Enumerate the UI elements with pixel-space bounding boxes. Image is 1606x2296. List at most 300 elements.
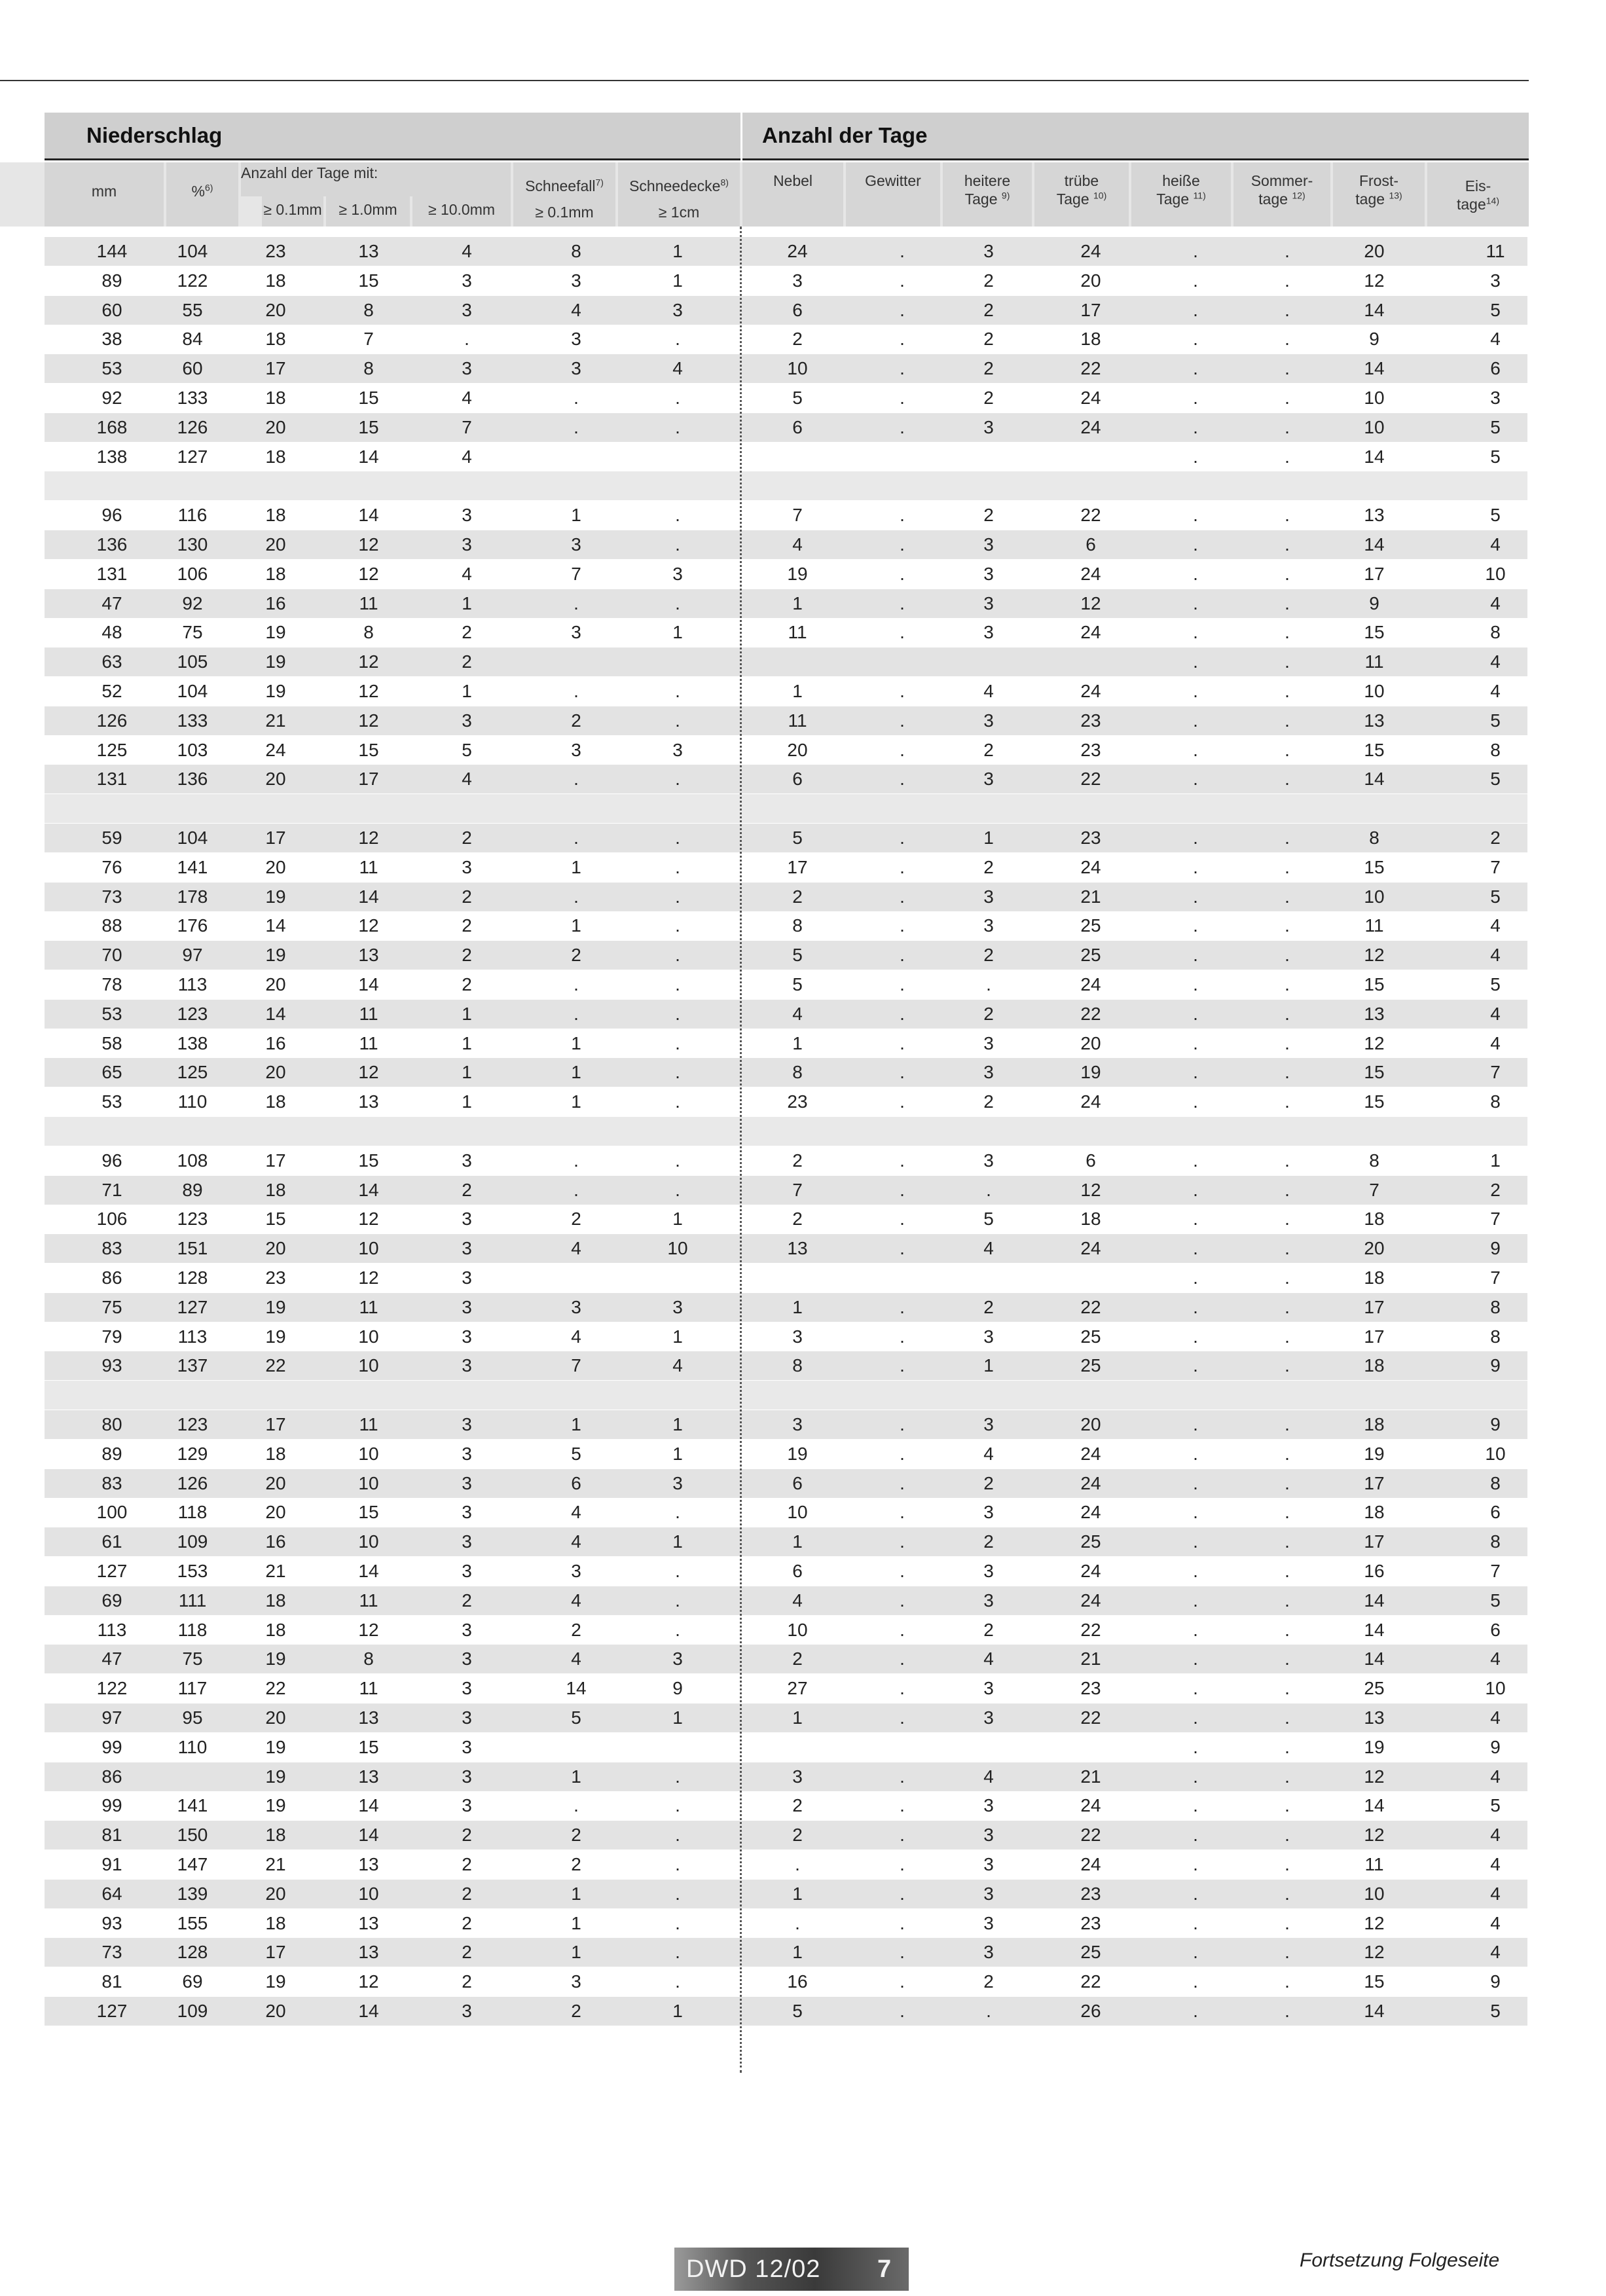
table-cell: . — [1285, 1736, 1290, 1757]
table-cell: 6 — [792, 299, 803, 320]
table-cell: 70 — [101, 945, 122, 966]
col-header-schneedecke — [618, 162, 740, 227]
col-header-ge10-label: ≥ 1.0mm — [338, 201, 397, 218]
table-cell: 3 — [462, 505, 472, 526]
table-cell: 8 — [792, 1355, 803, 1376]
table-cell: 139 — [177, 1883, 208, 1904]
table-cell: 25 — [1080, 945, 1101, 966]
table-cell: . — [675, 1971, 680, 1992]
table-cell: 3 — [792, 1326, 803, 1347]
table-cell: 1 — [571, 1091, 581, 1112]
table-cell: 14 — [358, 505, 379, 526]
table-cell: . — [1193, 651, 1198, 672]
table-cell: 9 — [1490, 1414, 1501, 1434]
table-cell: . — [1285, 769, 1290, 790]
table-cell — [758, 443, 837, 471]
table-cell: 10 — [787, 1502, 808, 1523]
table-cell: 6 — [571, 1472, 581, 1493]
table-cell: 4 — [1490, 1825, 1501, 1846]
top-rule — [0, 80, 1529, 81]
table-cell: 15 — [358, 1150, 379, 1171]
footer-page-number: 7 — [877, 2255, 892, 2283]
table-cell: 5 — [1490, 1590, 1501, 1611]
table-row — [45, 883, 1527, 911]
table-cell: 15 — [1364, 1971, 1385, 1992]
table-cell: 1 — [462, 1003, 472, 1024]
table-cell: 5 — [462, 739, 472, 760]
table-cell: . — [900, 1091, 905, 1112]
table-cell: 1 — [792, 1032, 803, 1053]
table-cell: . — [900, 1883, 905, 1904]
table-cell: . — [1285, 651, 1290, 672]
table-cell: . — [675, 1062, 680, 1083]
table-cell: 3 — [462, 1355, 472, 1376]
table-cell: 5 — [571, 1707, 581, 1728]
table-cell: 12 — [358, 534, 379, 555]
col-header-eis-line2: tage — [1457, 196, 1486, 213]
table-cell: 23 — [1080, 1912, 1101, 1933]
section-anzahl-tage-title: Anzahl der Tage — [762, 123, 928, 147]
table-cell: . — [1285, 1649, 1290, 1669]
table-cell: 3 — [983, 563, 994, 584]
table-cell: 20 — [265, 1472, 286, 1493]
table-cell: 88 — [101, 915, 122, 936]
table-row — [45, 1557, 1527, 1586]
table-cell: . — [1285, 1531, 1290, 1552]
table-cell: . — [1193, 1032, 1198, 1053]
table-row — [45, 1733, 1527, 1762]
table-cell: 3 — [983, 1912, 994, 1933]
table-cell: 3 — [462, 358, 472, 379]
table-cell: 14 — [1364, 1590, 1385, 1611]
table-cell — [949, 647, 1028, 676]
table-cell: 20 — [265, 416, 286, 437]
table-cell: 4 — [983, 1766, 994, 1787]
table-cell: 5 — [792, 828, 803, 848]
table-cell: 2 — [983, 1472, 994, 1493]
table-cell: 19 — [787, 1443, 808, 1464]
table-cell: 3 — [462, 1414, 472, 1434]
col-header-heitere-tage — [943, 162, 1032, 227]
table-cell: 3 — [462, 1561, 472, 1581]
table-cell: 11 — [359, 1590, 378, 1611]
table-cell: 2 — [792, 886, 803, 907]
table-row — [45, 1440, 1527, 1468]
table-cell: . — [1285, 1707, 1290, 1728]
table-cell: 13 — [358, 1091, 379, 1112]
table-cell: 4 — [1490, 915, 1501, 936]
table-row — [45, 1234, 1527, 1263]
table-cell: 19 — [265, 1649, 286, 1669]
table-cell: 19 — [265, 681, 286, 701]
table-cell: 3 — [462, 1296, 472, 1317]
table-cell: 20 — [1080, 1032, 1101, 1053]
table-cell: 17 — [265, 358, 286, 379]
table-cell: . — [574, 1179, 579, 1200]
table-cell: 2 — [571, 1209, 581, 1230]
table-cell: 84 — [182, 329, 203, 350]
col-header-ge10 — [326, 194, 410, 227]
table-cell: 1 — [462, 1062, 472, 1083]
table-cell: . — [1193, 1942, 1198, 1963]
table-cell: 176 — [177, 915, 208, 936]
table-cell: 2 — [983, 1619, 994, 1640]
table-cell: 3 — [983, 241, 994, 261]
table-cell: 2 — [462, 1942, 472, 1963]
table-cell: 2 — [983, 1971, 994, 1992]
table-cell: 18 — [265, 505, 286, 526]
table-cell: 47 — [101, 1649, 122, 1669]
table-cell: . — [900, 856, 905, 877]
table-row — [45, 1176, 1527, 1205]
table-cell: 3 — [672, 1649, 683, 1669]
table-cell: 1 — [462, 1091, 472, 1112]
table-row — [45, 1586, 1527, 1615]
table-cell: . — [900, 915, 905, 936]
table-cell: 2 — [983, 856, 994, 877]
table-cell — [758, 647, 837, 676]
table-cell: . — [900, 1209, 905, 1230]
table-cell — [863, 443, 941, 471]
table-cell: 4 — [1490, 1032, 1501, 1053]
table-cell: 12 — [358, 651, 379, 672]
table-cell: . — [1285, 828, 1290, 848]
table-cell: 8 — [1490, 739, 1501, 760]
table-cell: . — [1285, 1414, 1290, 1434]
table-cell: 2 — [1490, 1179, 1501, 1200]
table-cell: 48 — [101, 622, 122, 643]
table-cell: . — [1193, 1267, 1198, 1288]
table-cell: 3 — [983, 710, 994, 731]
table-cell: 3 — [983, 1678, 994, 1699]
table-cell: 5 — [1490, 710, 1501, 731]
table-cell: . — [574, 1150, 579, 1171]
table-cell: 12 — [358, 1971, 379, 1992]
table-cell: 4 — [1490, 329, 1501, 350]
col-header-schneefall-note: 7) — [595, 177, 604, 188]
table-cell: 1 — [571, 1912, 581, 1933]
table-cell: 7 — [363, 329, 374, 350]
table-row — [45, 560, 1527, 589]
table-row — [45, 1762, 1527, 1791]
table-cell: 18 — [265, 329, 286, 350]
table-cell: 14 — [358, 1825, 379, 1846]
table-cell: . — [1285, 856, 1290, 877]
table-cell: . — [675, 1854, 680, 1874]
table-cell: 2 — [462, 1912, 472, 1933]
table-cell: 58 — [101, 1032, 122, 1053]
table-cell: . — [986, 974, 991, 994]
table-cell: 4 — [571, 1502, 581, 1523]
table-cell: 15 — [358, 388, 379, 408]
table-cell: 22 — [1080, 769, 1101, 790]
table-cell: 63 — [101, 651, 122, 672]
table-cell: . — [574, 828, 579, 848]
table-cell: 27 — [787, 1678, 808, 1699]
table-row — [45, 1909, 1527, 1938]
table-cell: 14 — [358, 886, 379, 907]
table-cell: 18 — [265, 446, 286, 467]
table-cell: . — [1193, 505, 1198, 526]
col-header-schneefall-label: Schneefall — [525, 177, 596, 194]
table-cell: 2 — [571, 2001, 581, 2021]
table-cell: 15 — [1364, 1062, 1385, 1083]
table-cell: 19 — [265, 886, 286, 907]
table-cell: 18 — [265, 1912, 286, 1933]
table-cell: . — [1285, 1502, 1290, 1523]
section-niederschlag — [45, 113, 740, 158]
section-niederschlag-title: Niederschlag — [86, 123, 223, 147]
table-cell: 108 — [177, 1150, 208, 1171]
table-cell: . — [1193, 1678, 1198, 1699]
table-cell: 3 — [462, 1795, 472, 1816]
table-cell: 20 — [265, 1883, 286, 1904]
table-cell: 16 — [1364, 1561, 1385, 1581]
table-cell: . — [574, 1795, 579, 1816]
table-cell: 96 — [101, 505, 122, 526]
table-cell: . — [1193, 1238, 1198, 1259]
table-cell: 3 — [983, 1326, 994, 1347]
table-cell: . — [1193, 1209, 1198, 1230]
table-cell: 5 — [1490, 416, 1501, 437]
table-cell: . — [900, 769, 905, 790]
table-cell: 2 — [462, 1971, 472, 1992]
table-cell: . — [1285, 886, 1290, 907]
table-cell: . — [1285, 446, 1290, 467]
col-header-truebe-line2: Tage — [1056, 191, 1089, 208]
table-cell: 11 — [788, 622, 807, 643]
table-cell: 138 — [96, 446, 128, 467]
table-cell: 8 — [1490, 1472, 1501, 1493]
table-cell: . — [675, 1942, 680, 1963]
table-cell: 3 — [983, 1032, 994, 1053]
table-cell: 53 — [101, 358, 122, 379]
table-cell: 15 — [1364, 1091, 1385, 1112]
table-cell: 14 — [1364, 1619, 1385, 1640]
table-cell: 4 — [462, 563, 472, 584]
table-cell: . — [900, 1678, 905, 1699]
table-cell: 2 — [792, 329, 803, 350]
table-cell: . — [1285, 416, 1290, 437]
table-cell: 1 — [462, 1032, 472, 1053]
table-cell: 7 — [571, 1355, 581, 1376]
table-spacer-row — [45, 794, 1527, 823]
table-cell: 3 — [672, 1296, 683, 1317]
table-cell — [1051, 1264, 1130, 1292]
table-cell: 1 — [571, 1942, 581, 1963]
table-cell: . — [1285, 739, 1290, 760]
table-cell: . — [1285, 358, 1290, 379]
table-cell: 9 — [1369, 592, 1379, 613]
section-divider-dotted — [740, 227, 742, 2073]
table-cell: 3 — [462, 299, 472, 320]
table-cell: 6 — [792, 769, 803, 790]
table-cell: 3 — [983, 1942, 994, 1963]
table-cell: . — [900, 1179, 905, 1200]
table-cell: 3 — [983, 915, 994, 936]
table-cell: . — [1193, 299, 1198, 320]
table-cell: 12 — [1364, 1766, 1385, 1787]
table-cell: 17 — [265, 1414, 286, 1434]
table-cell: 92 — [101, 388, 122, 408]
table-cell: 1 — [571, 1062, 581, 1083]
table-cell: . — [1285, 622, 1290, 643]
table-cell: . — [1193, 1443, 1198, 1464]
table-cell: . — [675, 329, 680, 350]
table-cell: 2 — [1490, 828, 1501, 848]
table-cell: 106 — [177, 563, 208, 584]
table-row — [45, 1997, 1527, 2026]
table-cell: 3 — [462, 1531, 472, 1552]
col-header-heisse-tage — [1131, 162, 1231, 227]
table-cell: . — [1285, 1825, 1290, 1846]
table-cell: 6 — [792, 416, 803, 437]
table-cell: . — [900, 1707, 905, 1728]
table-cell: 11 — [359, 592, 378, 613]
table-cell: . — [900, 1414, 905, 1434]
col-header-pct — [166, 162, 238, 227]
table-cell: 97 — [182, 945, 203, 966]
table-cell: 3 — [983, 622, 994, 643]
table-cell: 14 — [1364, 358, 1385, 379]
table-cell: 5 — [1490, 886, 1501, 907]
table-cell: 1 — [462, 681, 472, 701]
table-cell: 7 — [1490, 1267, 1501, 1288]
table-row — [45, 647, 1527, 676]
table-cell: . — [675, 388, 680, 408]
table-cell: 4 — [571, 1590, 581, 1611]
table-cell: . — [675, 1825, 680, 1846]
table-cell: 116 — [177, 505, 208, 526]
table-cell: . — [1193, 388, 1198, 408]
table-cell: . — [1193, 1883, 1198, 1904]
table-cell: 4 — [672, 1355, 683, 1376]
table-cell: . — [1193, 1531, 1198, 1552]
table-cell: . — [1285, 1179, 1290, 1200]
table-cell: . — [1193, 1619, 1198, 1640]
table-row — [45, 1645, 1527, 1673]
table-cell: 17 — [358, 769, 379, 790]
table-cell: 21 — [1080, 886, 1101, 907]
table-cell: . — [1285, 1678, 1290, 1699]
table-cell: 2 — [462, 1590, 472, 1611]
table-cell: 20 — [1364, 1238, 1385, 1259]
table-cell: 5 — [792, 945, 803, 966]
table-cell: . — [795, 1912, 800, 1933]
table-cell: 8 — [571, 241, 581, 261]
table-cell: 2 — [571, 710, 581, 731]
table-cell: 104 — [177, 241, 208, 261]
table-cell: 73 — [101, 1942, 122, 1963]
table-cell: 53 — [101, 1091, 122, 1112]
table-cell: 11 — [359, 856, 378, 877]
table-cell: 89 — [101, 1443, 122, 1464]
table-cell: 92 — [182, 592, 203, 613]
table-cell: 14 — [358, 2001, 379, 2021]
table-cell: 14 — [265, 1003, 286, 1024]
table-cell: 61 — [101, 1531, 122, 1552]
table-cell: 6 — [792, 1472, 803, 1493]
table-cell — [1051, 1733, 1130, 1762]
table-cell — [638, 647, 717, 676]
table-cell: 141 — [177, 856, 208, 877]
table-cell: 24 — [787, 241, 808, 261]
table-cell: . — [900, 1649, 905, 1669]
table-row — [45, 1410, 1527, 1439]
table-cell: . — [1193, 945, 1198, 966]
table-cell: 5 — [792, 388, 803, 408]
table-cell: 127 — [96, 1561, 128, 1581]
table-cell: 13 — [1364, 1003, 1385, 1024]
table-cell: . — [1193, 1649, 1198, 1669]
table-cell: 8 — [1369, 1150, 1379, 1171]
table-cell: . — [1193, 915, 1198, 936]
table-cell: 3 — [462, 856, 472, 877]
table-cell: . — [1193, 1091, 1198, 1112]
table-cell: 1 — [672, 1531, 683, 1552]
table-cell: 10 — [1364, 1883, 1385, 1904]
table-cell: 2 — [983, 329, 994, 350]
table-cell: 21 — [265, 1561, 286, 1581]
table-cell: 3 — [462, 710, 472, 731]
table-cell: 153 — [177, 1561, 208, 1581]
table-cell: 109 — [177, 2001, 208, 2021]
table-cell: . — [1193, 1707, 1198, 1728]
table-cell: 22 — [1080, 1707, 1101, 1728]
table-cell: . — [1285, 1296, 1290, 1317]
table-cell: 1 — [571, 1766, 581, 1787]
table-cell: 8 — [792, 1062, 803, 1083]
table-cell: 22 — [265, 1678, 286, 1699]
table-cell: . — [675, 1179, 680, 1200]
table-cell: . — [900, 1825, 905, 1846]
table-cell: . — [1193, 886, 1198, 907]
table-cell: 14 — [265, 915, 286, 936]
table-cell: 12 — [1364, 1912, 1385, 1933]
table-row — [45, 618, 1527, 647]
table-cell: . — [464, 329, 469, 350]
table-cell — [949, 1733, 1028, 1762]
col-header-sommer-note: 12) — [1292, 190, 1305, 201]
table-cell: 24 — [1080, 974, 1101, 994]
table-cell: . — [900, 1531, 905, 1552]
table-cell: 20 — [265, 1062, 286, 1083]
table-row — [45, 354, 1527, 383]
col-header-gewitter-label: Gewitter — [865, 172, 921, 189]
table-cell: 3 — [792, 270, 803, 291]
table-cell: 24 — [1080, 563, 1101, 584]
table-cell: . — [1193, 1355, 1198, 1376]
table-cell: . — [900, 1795, 905, 1816]
table-cell: 19 — [265, 1795, 286, 1816]
table-row — [45, 1146, 1527, 1175]
table-cell — [638, 1264, 717, 1292]
table-cell: 18 — [1364, 1209, 1385, 1230]
table-cell: 12 — [1080, 592, 1101, 613]
table-cell: 126 — [177, 416, 208, 437]
table-cell: 80 — [101, 1414, 122, 1434]
table-cell: 16 — [265, 592, 286, 613]
table-cell: 24 — [1080, 856, 1101, 877]
table-cell: 3 — [462, 1238, 472, 1259]
table-cell: 14 — [1364, 299, 1385, 320]
table-cell: 86 — [101, 1766, 122, 1787]
table-cell: . — [675, 1795, 680, 1816]
table-cell: 1 — [672, 1414, 683, 1434]
table-row — [45, 1293, 1527, 1322]
table-cell: 127 — [177, 1296, 208, 1317]
table-cell: 4 — [571, 299, 581, 320]
